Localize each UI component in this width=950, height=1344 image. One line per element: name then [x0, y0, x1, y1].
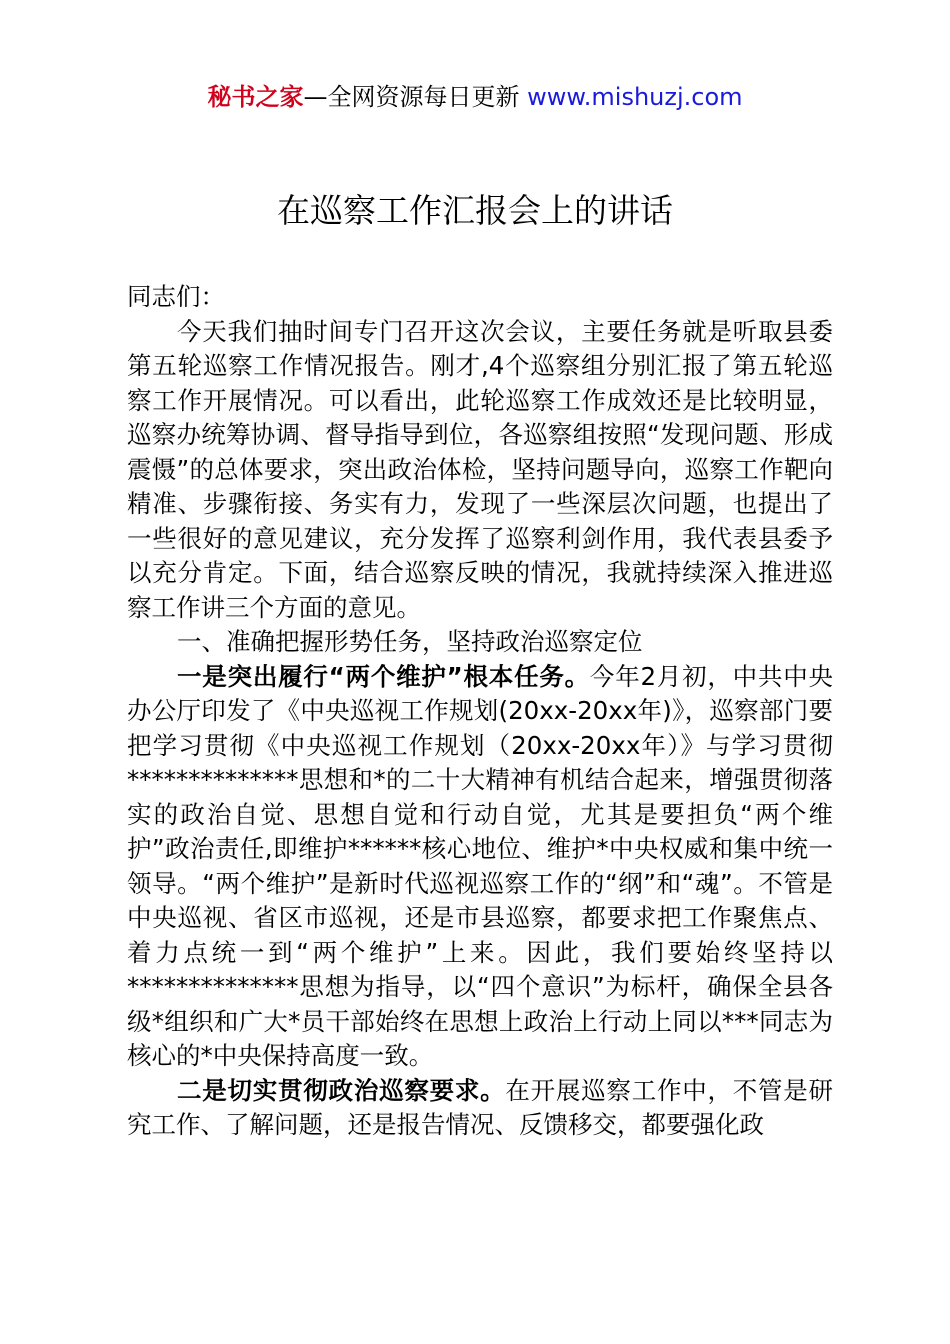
paragraph-point-2: [127, 1074, 833, 1143]
point-1-lead: 一是突出履行“两个维护”根本任务。: [177, 661, 590, 691]
point-2-body: 在开展巡察工作中，不管是研究工作、了解问题，还是报告情况、反馈移交，都要强化政: [127, 1075, 834, 1139]
paragraph-point-1: [127, 660, 833, 1074]
brand-name: 秘书之家: [207, 83, 304, 111]
document-title: 在巡察工作汇报会上的讲话: [277, 191, 673, 230]
section-heading-1: 一、准确把握形势任务，坚持政治巡察定位: [177, 627, 643, 656]
point-1-body: 今年2月初，中共中央办公厅印发了《中央巡视工作规划(20xx-20xx年)》，巡察部门要把学习贯彻《中央巡视工作规划（20xx-20xx年）》与学习贯彻**************思想和*的二十大精神有机结合起来，增强贯彻落实的政治自觉、思想自觉和行动自觉，尤其是要担负“两个维护”政治责任,即维护******核心地位、维护*中央权威和集中统一领导。“两个维护”是新时代巡视巡察工作的“纲”和“魂”。不管是中央巡视、省区市巡视，还是市县巡察，都要求把工作聚焦点、着力点统一到“两个维护”上来。因此，我们要始终坚持以**************思想为指导，以“四个意识”为标杆，确保全县各级*组织和广大*员干部始终在思想上政治上行动上同以***同志为核心的*中央保持高度一致。: [127, 661, 834, 1070]
paragraph-intro: 今天我们抽时间专门召开这次会议，主要任务就是听取县委第五轮巡察工作情况报告。刚才,4个巡察组分别汇报了第五轮巡察工作开展情况。可以看出，此轮巡察工作成效还是比较明显，巡察办统筹协调、督导指导到位，各巡察组按照“发现问题、形成震慑”的总体要求，突出政治体检，坚持问题导向，巡察工作靶向精准、步骤衔接、务实有力，发现了一些深层次问题，也提出了一些很好的意见建议，充分发挥了巡察利剑作用，我代表县委予以充分肯定。下面，结合巡察反映的情况，我就持续深入推进巡察工作讲三个方面的意见。: [127, 316, 833, 622]
salutation: 同志们：: [127, 282, 225, 311]
site-slogan: —全网资源每日更新: [303, 83, 520, 111]
site-url-link[interactable]: www.mishuzj.com: [527, 83, 743, 111]
point-2-lead: 二是切实贯彻政治巡察要求。: [177, 1075, 506, 1105]
site-header: [0, 80, 950, 114]
document-body: [127, 280, 833, 1143]
